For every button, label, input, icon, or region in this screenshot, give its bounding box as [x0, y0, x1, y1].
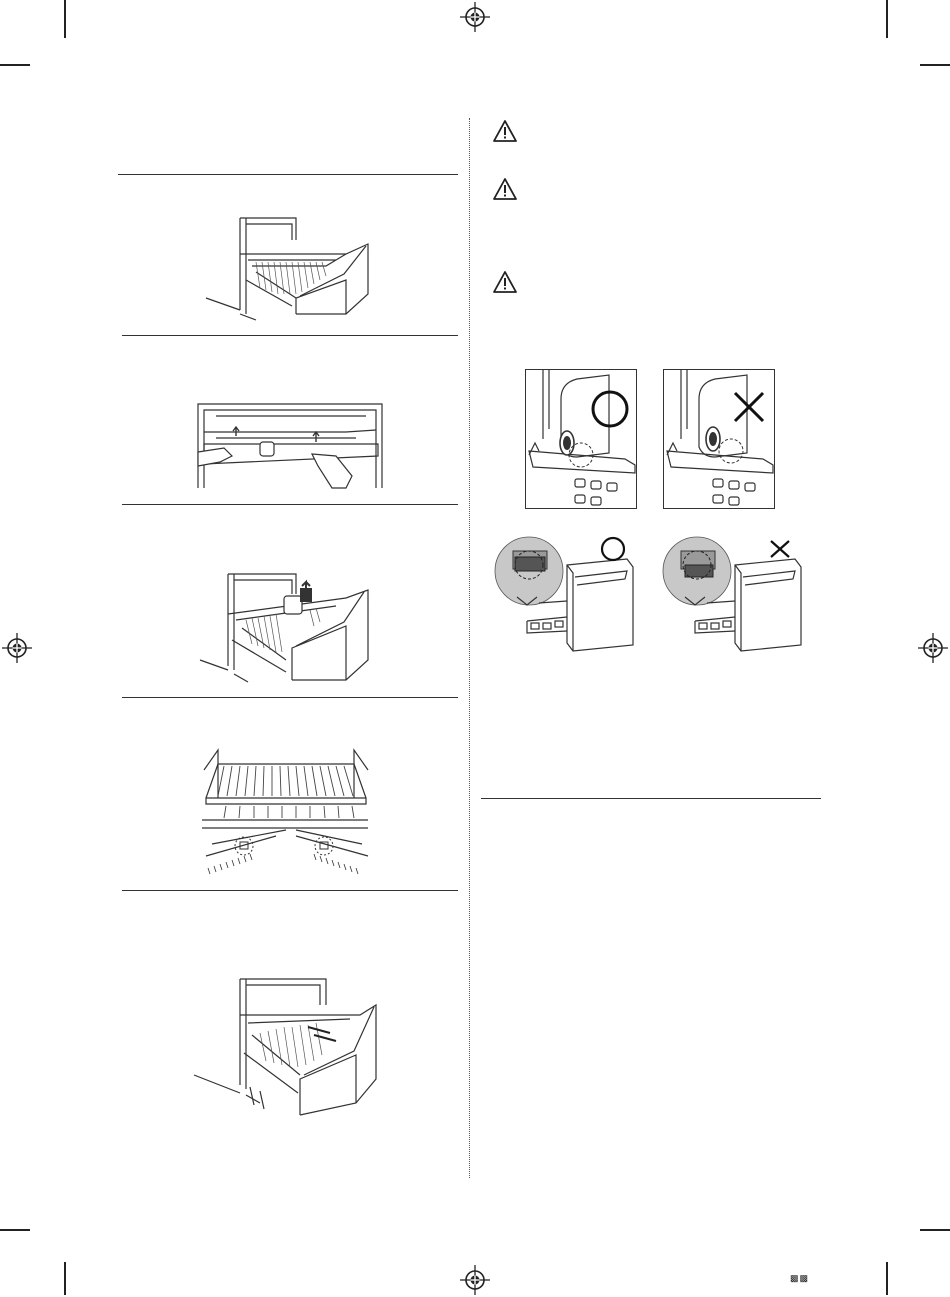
drawer-reinstall-illustration	[190, 975, 380, 1120]
drawer-correct-figure	[493, 535, 638, 653]
cross-incorrect-icon	[771, 541, 789, 557]
drawer-rails-illustration	[196, 740, 376, 880]
crop-mark-top-left-v	[64, 0, 66, 38]
warning-triangle-icon	[492, 119, 518, 143]
section-rule-top	[118, 174, 458, 175]
section-rule-step-5	[122, 890, 458, 891]
page-number: ▩▩	[790, 1273, 810, 1283]
column-divider	[469, 118, 470, 1178]
circle-correct-icon	[602, 538, 624, 560]
registration-mark-icon	[916, 631, 950, 665]
ice-maker-correct-figure	[525, 369, 637, 509]
crop-mark-bottom-left-v	[64, 1262, 66, 1295]
freezer-drawer-open-illustration	[196, 210, 376, 322]
ice-maker-incorrect-figure	[663, 369, 775, 509]
ice-tray-lift-illustration	[196, 570, 376, 685]
registration-mark-icon	[0, 631, 34, 665]
section-rule-right	[481, 798, 821, 799]
crop-mark-bottom-right-v	[886, 1262, 888, 1295]
section-rule-step-4	[122, 697, 458, 698]
section-rule-step-2	[122, 335, 458, 336]
drawer-incorrect-figure	[661, 535, 806, 653]
crop-mark-bottom-right-h	[920, 1229, 950, 1231]
crop-mark-top-left-h	[0, 64, 30, 66]
crop-mark-bottom-left-h	[0, 1229, 30, 1231]
cover-removal-illustration	[196, 400, 386, 492]
crop-mark-top-right-v	[886, 0, 888, 38]
warning-triangle-icon	[492, 270, 518, 294]
registration-mark-icon	[458, 1263, 492, 1297]
section-rule-step-3	[122, 504, 458, 505]
warning-triangle-icon	[492, 177, 518, 201]
crop-mark-top-right-h	[920, 64, 950, 66]
registration-mark-icon	[458, 0, 492, 34]
